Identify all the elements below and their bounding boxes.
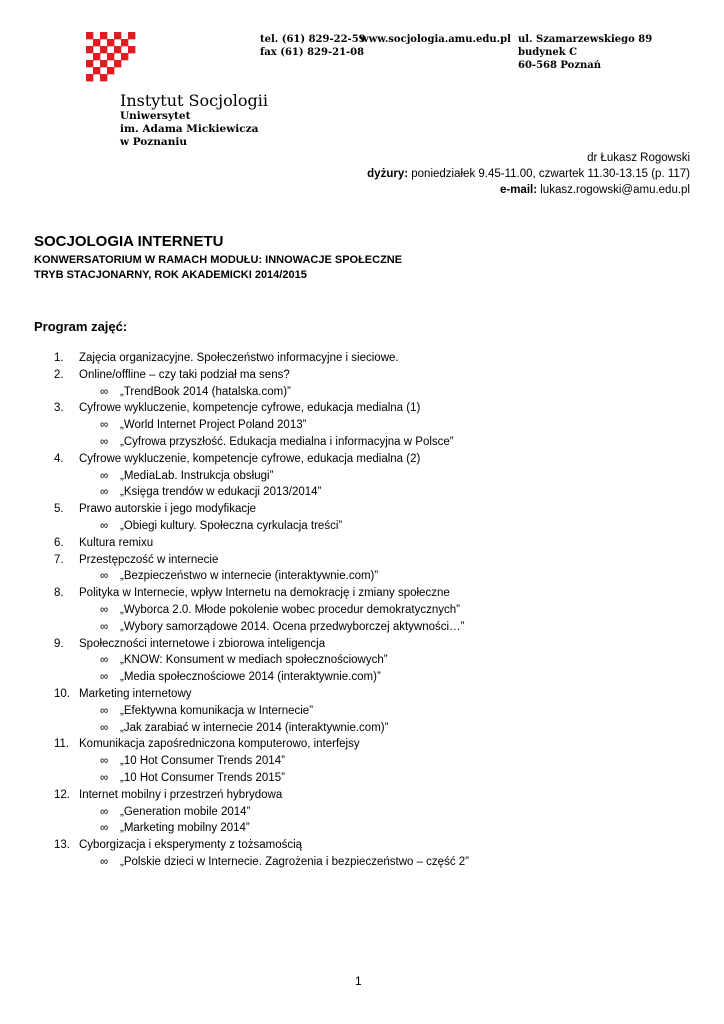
program-item <box>0 686 724 703</box>
subitem-text: „Media społecznościowe 2014 (interaktywnie.com)” <box>120 671 381 684</box>
logo-cell <box>100 74 107 81</box>
address-street: ul. Szamarzewskiego 89 <box>518 34 653 45</box>
phone: tel. (61) 829-22-59 <box>260 34 366 45</box>
email-label: e-mail: <box>499 184 538 196</box>
subitem-text: „Wybory samorządowe 2014. Ocena przedwyborczej aktywności…” <box>120 620 465 633</box>
infinity-bullet-icon: ∞ <box>100 654 109 667</box>
website[interactable]: www.socjologia.amu.edu.pl <box>360 34 511 45</box>
logo-cell <box>86 74 93 81</box>
infinity-bullet-icon: ∞ <box>100 620 109 633</box>
item-number: 10. <box>54 687 70 700</box>
logo-cell <box>86 32 93 39</box>
item-text: Prawo autorskie i jego modyfikacje <box>79 503 257 516</box>
program-subitem <box>0 434 724 451</box>
logo-cell <box>107 39 114 46</box>
infinity-bullet-icon: ∞ <box>100 855 109 868</box>
infinity-bullet-icon: ∞ <box>100 822 109 835</box>
program-item <box>0 636 724 653</box>
teacher-name: dr Łukasz Rogowski <box>587 152 690 164</box>
item-text: Kultura remixu <box>79 536 154 549</box>
subitem-text: „Księga trendów w edukacji 2013/2014” <box>120 486 322 499</box>
course-subtitle-line1: KONWERSATORIUM W RAMACH MODUŁU: INNOWACJE SPOŁECZNE <box>34 254 403 266</box>
logo-cell <box>100 60 107 67</box>
fax: fax (61) 829-21-08 <box>260 47 365 58</box>
address-building: budynek C <box>518 47 578 58</box>
logo-cell <box>93 53 100 60</box>
program-subitem <box>0 518 724 535</box>
item-text: Zajęcia organizacyjne. Społeczeństwo informacyjne i sieciowe. <box>79 352 399 364</box>
infinity-bullet-icon: ∞ <box>100 603 109 616</box>
email <box>367 182 690 198</box>
infinity-bullet-icon: ∞ <box>100 486 109 499</box>
email-value[interactable]: lukasz.rogowski@amu.edu.pl <box>540 184 690 196</box>
item-number: 7. <box>54 553 64 566</box>
program-subitem <box>0 602 724 619</box>
program-item <box>0 535 724 552</box>
infinity-bullet-icon: ∞ <box>100 385 109 398</box>
item-text: Komunikacja zapośredniczona komputerowo, interfejsy <box>79 738 360 751</box>
program-subitem <box>0 484 724 501</box>
program-item <box>0 736 724 753</box>
logo-cell <box>114 32 121 39</box>
program-item <box>0 552 724 569</box>
institute-name: Instytut Socjologii <box>120 91 268 110</box>
program-subitem <box>0 669 724 686</box>
teacher-block <box>367 150 690 198</box>
duty-value: poniedziałek 9.45-11.00, czwartek 11.30-13.15 (p. 117) <box>411 168 690 180</box>
address-city: 60-568 Poznań <box>518 60 602 71</box>
institute-sub-1: Uniwersytet <box>120 110 191 122</box>
infinity-bullet-icon: ∞ <box>100 435 109 448</box>
program-item <box>0 367 724 384</box>
program-subitem <box>0 619 724 636</box>
subitem-text: „Polskie dzieci w Internecie. Zagrożenia i bezpieczeństwo – część 2” <box>120 855 469 868</box>
logo-cell <box>100 46 107 53</box>
item-text: Online/offline – czy taki podział ma sens? <box>79 368 290 381</box>
subitem-text: „Wyborca 2.0. Młode pokolenie wobec procedur demokratycznych” <box>120 603 460 616</box>
program-item <box>0 787 724 804</box>
logo-cell <box>114 46 121 53</box>
infinity-bullet-icon: ∞ <box>100 469 109 482</box>
logo-cell <box>128 32 135 39</box>
subitem-text: „World Internet Project Poland 2013” <box>120 419 307 432</box>
subitem-text: „TrendBook 2014 (hatalska.com)” <box>120 385 291 398</box>
logo-cell <box>121 53 128 60</box>
duty-label: dyżury: <box>367 168 409 180</box>
subitem-text: „10 Hot Consumer Trends 2015” <box>120 771 285 784</box>
item-number: 8. <box>54 587 64 600</box>
item-text: Przestępczość w internecie <box>79 553 219 566</box>
item-number: 13. <box>54 839 70 852</box>
program-list <box>0 350 724 871</box>
institute-logo <box>86 32 142 88</box>
program-item <box>0 501 724 518</box>
program-subitem <box>0 568 724 585</box>
infinity-bullet-icon: ∞ <box>100 721 109 734</box>
logo-cell <box>100 32 107 39</box>
item-text: Internet mobilny i przestrzeń hybrydowa <box>79 788 283 801</box>
subitem-text: „MediaLab. Instrukcja obsługi” <box>120 469 274 482</box>
address-block <box>518 33 652 72</box>
logo-cell <box>86 46 93 53</box>
program-subitem <box>0 417 724 434</box>
item-number: 6. <box>54 536 64 549</box>
program-subitem <box>0 854 724 871</box>
item-text: Marketing internetowy <box>79 687 192 700</box>
item-number: 2. <box>54 368 64 381</box>
program-item <box>0 400 724 417</box>
program-item <box>0 585 724 602</box>
infinity-bullet-icon: ∞ <box>100 805 109 818</box>
course-subtitle <box>34 253 402 283</box>
logo-cell <box>121 39 128 46</box>
program-subitem <box>0 652 724 669</box>
logo-cell <box>128 46 135 53</box>
course-subtitle-line2: TRYB STACJONARNY, ROK AKADEMICKI 2014/2015 <box>34 269 307 281</box>
subitem-text: „Efektywna komunikacja w Internecie” <box>120 704 314 717</box>
item-number: 5. <box>54 503 64 516</box>
item-text: Cyfrowe wykluczenie, kompetencje cyfrowe, edukacja medialna (2) <box>79 452 421 465</box>
logo-cell <box>93 39 100 46</box>
duty-hours <box>367 166 690 182</box>
program-subitem <box>0 384 724 401</box>
subitem-text: „Bezpieczeństwo w internecie (interaktywnie.com)” <box>120 570 379 583</box>
program-subitem <box>0 804 724 821</box>
infinity-bullet-icon: ∞ <box>100 771 109 784</box>
infinity-bullet-icon: ∞ <box>100 519 109 532</box>
infinity-bullet-icon: ∞ <box>100 671 109 684</box>
subitem-text: „Cyfrowa przyszłość. Edukacja medialna i informacyjna w Polsce” <box>120 435 454 448</box>
infinity-bullet-icon: ∞ <box>100 755 109 768</box>
subitem-text: „10 Hot Consumer Trends 2014” <box>120 755 285 768</box>
logo-cell <box>86 60 93 67</box>
program-item <box>0 350 724 367</box>
item-number: 4. <box>54 452 64 465</box>
page-number: 1 <box>355 974 362 988</box>
subitem-text: „Marketing mobilny 2014” <box>120 822 250 835</box>
item-number: 1. <box>54 352 64 364</box>
item-number: 12. <box>54 788 70 801</box>
program-item <box>0 451 724 468</box>
program-subitem <box>0 770 724 787</box>
course-title: SOCJOLOGIA INTERNETU <box>34 233 224 250</box>
subitem-text: „Jak zarabiać w internecie 2014 (interaktywnie.com)” <box>120 721 389 734</box>
infinity-bullet-icon: ∞ <box>100 570 109 583</box>
program-subitem <box>0 720 724 737</box>
item-text: Cyborgizacja i eksperymenty z tożsamością <box>79 839 303 852</box>
program-subitem <box>0 820 724 837</box>
program-subitem <box>0 703 724 720</box>
infinity-bullet-icon: ∞ <box>100 704 109 717</box>
subitem-text: „Obiegi kultury. Społeczna cyrkulacja treści” <box>120 519 343 532</box>
subitem-text: „KNOW: Konsument w mediach społecznościowych” <box>120 654 388 667</box>
phone-block <box>260 33 366 59</box>
subitem-text: „Generation mobile 2014” <box>120 805 251 818</box>
item-number: 3. <box>54 402 64 415</box>
item-number: 11. <box>54 738 70 751</box>
program-heading: Program zajęć: <box>34 319 128 334</box>
program-item <box>0 837 724 854</box>
item-text: Polityka w Internecie, wpływ Internetu na demokrację i zmiany społeczne <box>79 587 450 600</box>
institute-sub-2: im. Adama Mickiewicza <box>120 123 259 135</box>
institute-block <box>120 92 268 149</box>
logo-cell <box>107 67 114 74</box>
logo-cell <box>107 53 114 60</box>
item-text: Cyfrowe wykluczenie, kompetencje cyfrowe, edukacja medialna (1) <box>79 402 421 415</box>
logo-cell <box>114 60 121 67</box>
institute-sub-3: w Poznaniu <box>120 136 187 148</box>
program-subitem <box>0 753 724 770</box>
item-number: 9. <box>54 637 64 650</box>
infinity-bullet-icon: ∞ <box>100 419 109 432</box>
program-subitem <box>0 468 724 485</box>
item-text: Społeczności internetowe i zbiorowa inteligencja <box>79 637 326 650</box>
logo-cell <box>93 67 100 74</box>
